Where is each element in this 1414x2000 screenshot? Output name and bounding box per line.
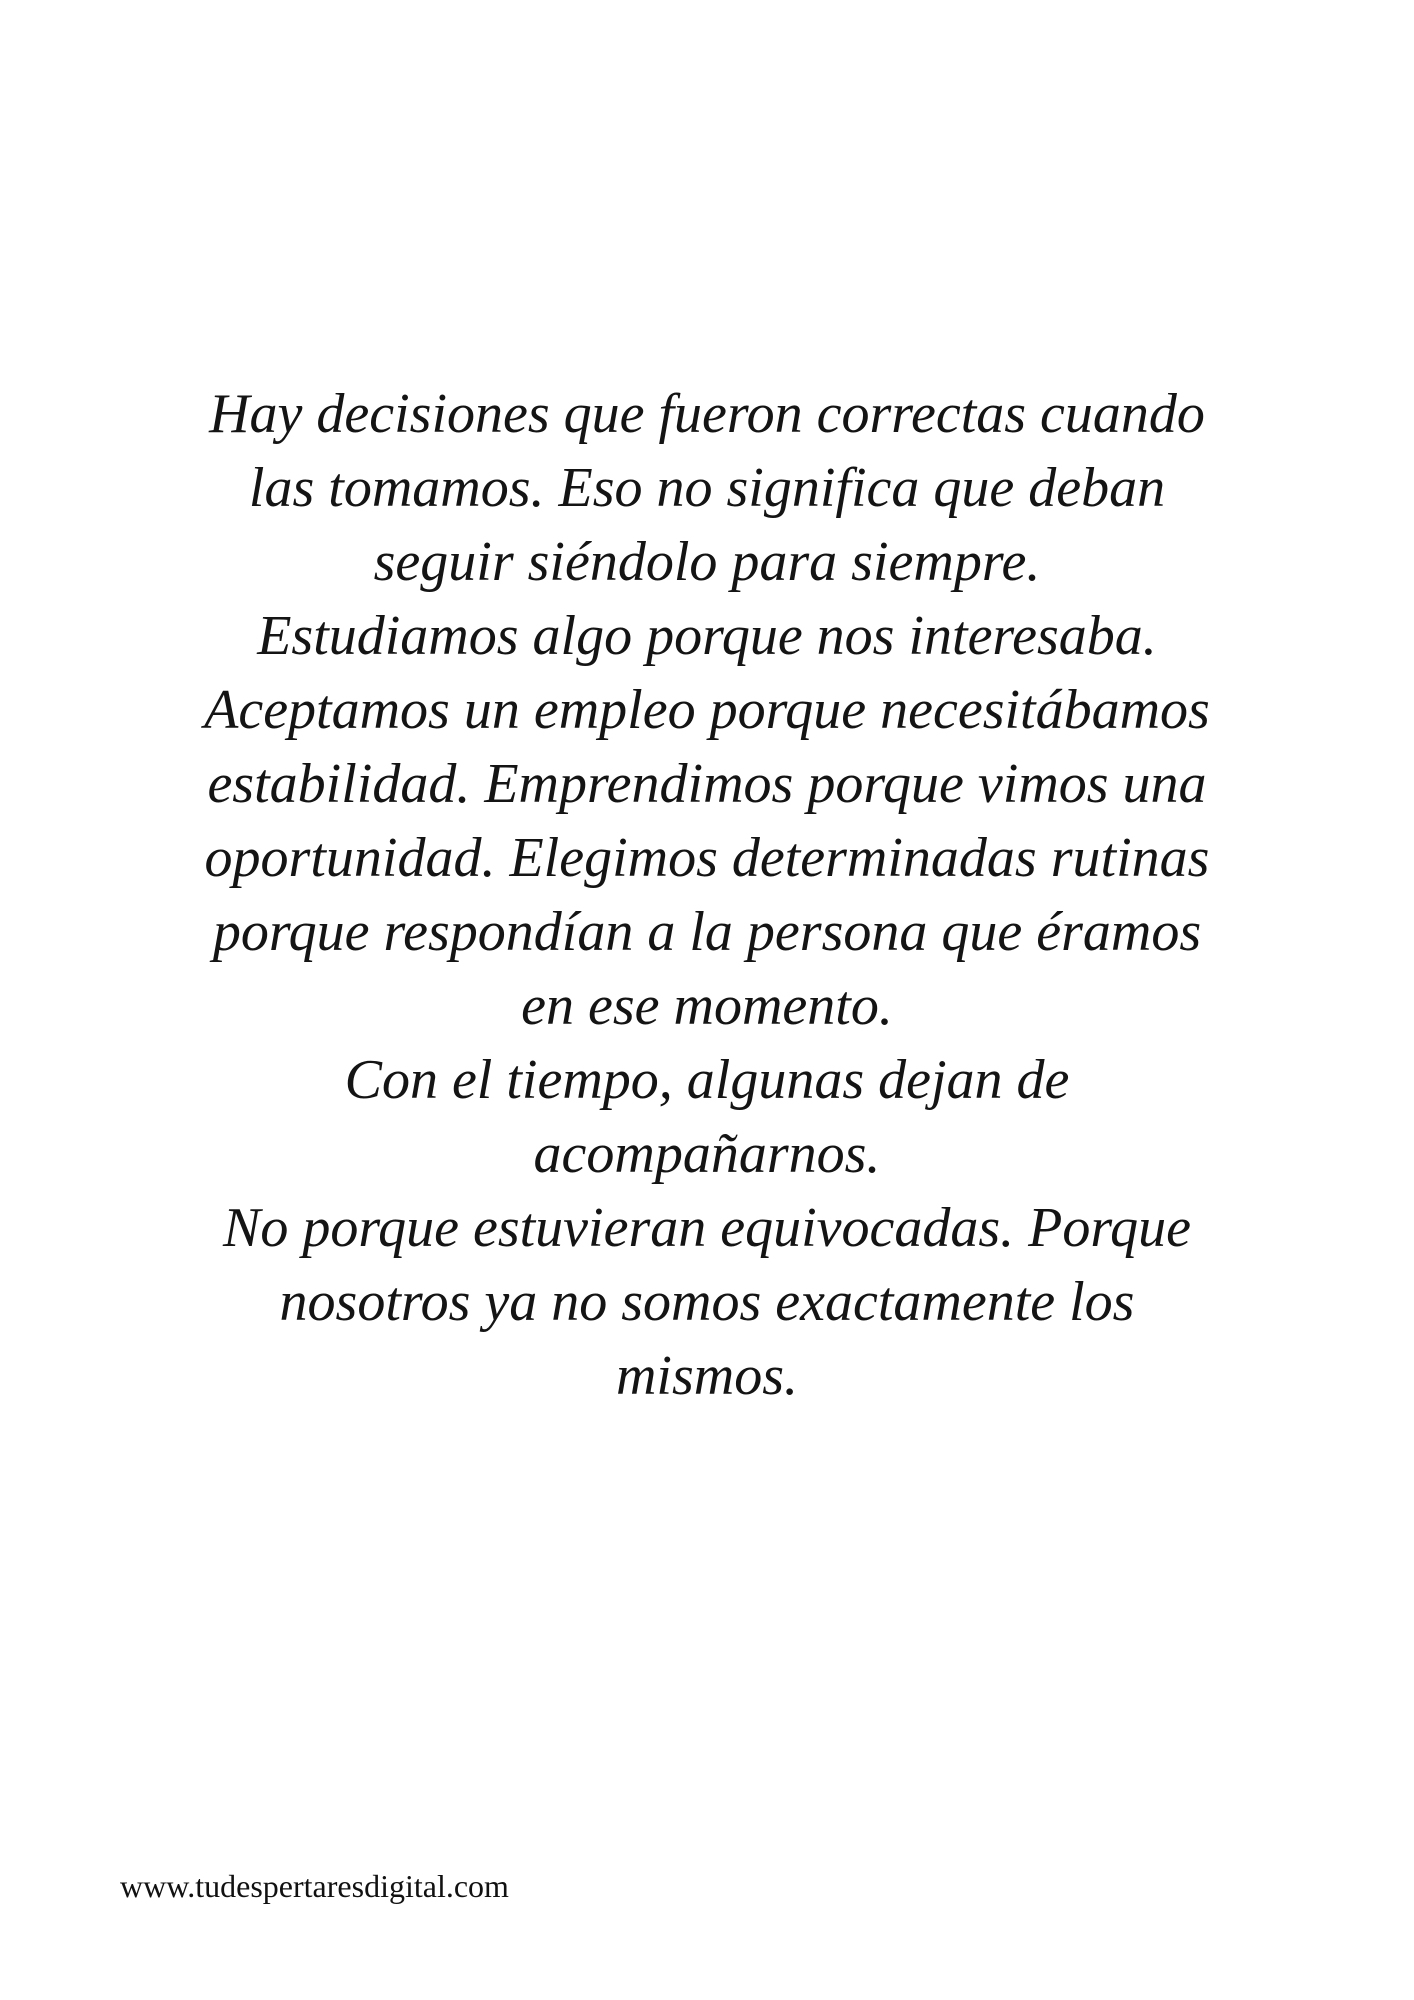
text-line: oportunidad. Elegimos determinadas rutinas <box>204 827 1210 889</box>
text-line: Estudiamos algo porque nos interesaba. <box>257 605 1157 667</box>
text-line: porque respondían a la persona que éramos <box>212 901 1202 963</box>
text-line: mismos. <box>615 1345 799 1407</box>
text-line: No porque estuvieran equivocadas. Porque <box>223 1197 1191 1259</box>
text-line: las tomamos. Eso no significa que deban <box>248 457 1166 519</box>
text-line: Aceptamos un empleo porque necesitábamos <box>204 679 1210 741</box>
text-line: Con el tiempo, algunas dejan de <box>344 1049 1070 1111</box>
footer-website-url: www.tudespertaresdigital.com <box>120 1868 509 1904</box>
text-line: acompañarnos. <box>533 1123 881 1185</box>
text-line: nosotros ya no somos exactamente los <box>279 1271 1135 1333</box>
text-line: Hay decisiones que fueron correctas cuando <box>209 383 1205 445</box>
text-line: en ese momento. <box>521 975 893 1037</box>
text-line: seguir siéndolo para siempre. <box>373 531 1041 593</box>
text-line: estabilidad. Emprendimos porque vimos una <box>207 753 1207 815</box>
body-text <box>170 377 1244 1413</box>
